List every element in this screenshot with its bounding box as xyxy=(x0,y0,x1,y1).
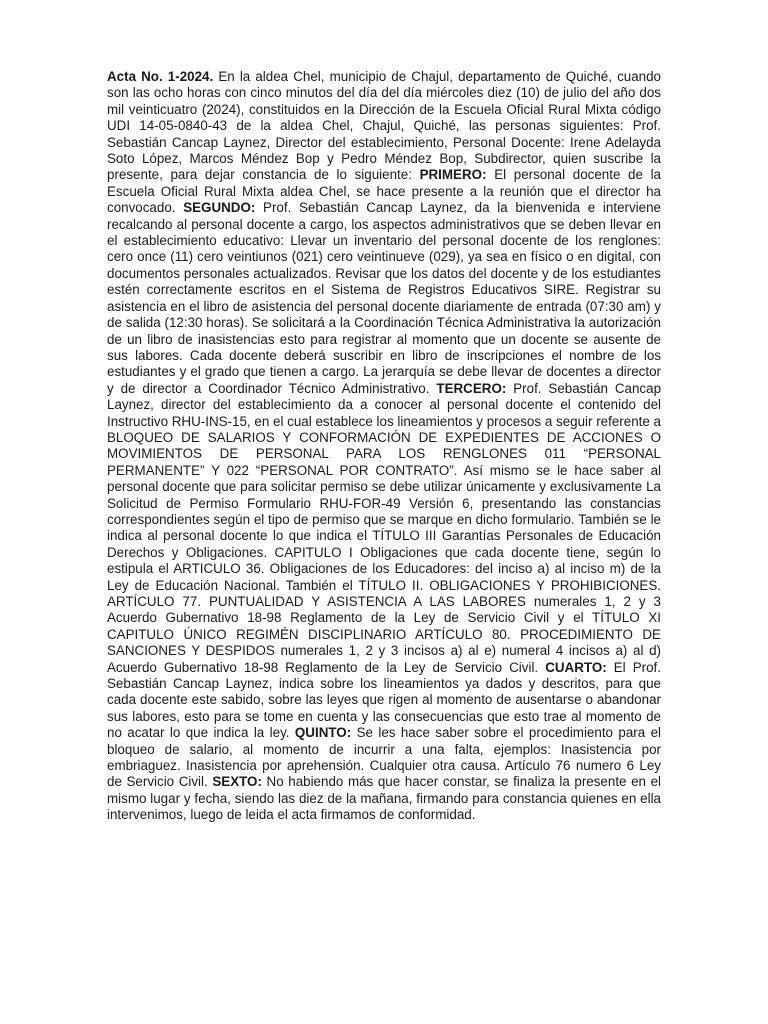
section-text-quinto: Se les hace saber sobre el procedimiento para el bloqueo de salario, al momento de incurrir a una falta, ejemplos: Inasistencia por embriaguez. Inasistencia por aprehensión. Cualquier otra causa. Artículo 76 numero 6 Ley de Servicio Civil. xyxy=(107,725,662,790)
section-label-cuarto: CUARTO: xyxy=(545,659,607,675)
section-text-tercero: Prof. Sebastián Cancap Laynez, director del establecimiento da a conocer al personal docente el contenido del Instructivo RHU-INS-15, en el cual establece los lineamientos y procesos a seguir referente a BLOQUEO DE SALARIOS Y CONFORMACIÓN DE EXPEDIENTES DE ACCIONES O MOVIMIENTOS DE PERSONAL PARA LOS RENGLONES 011 “PERSONAL PERMANENTE” Y 022 “PERSONAL POR CONTRATO”. Así mismo se le hace saber al personal docente que para solicitar permiso se debe utilizar únicamente y exclusivamente La Solicitud de Permiso Formulario RHU-FOR-49 Versión 6, presentando las constancias correspondientes según el tipo de permiso que se marque en dicho formulario. También se le indica al personal docente lo que indica el TÍTULO III Garantías Personales de Educación Derechos y Obligaciones. CAPITULO I Obligaciones que cada docente tiene, según lo estipula el ARTICULO 36. Obligaciones de los Educadores: del inciso a) al inciso m) de la Ley de Educación Nacional. También el TÍTULO II. OBLIGACIONES Y PROHIBICIONES. ARTÍCULO 77. PUNTUALIDAD Y ASISTENCIA A LAS LABORES numerales 1, 2 y 3 Acuerdo Gubernativo 18-98 Reglamento de la Ley de Servicio Civil y el TÍTULO XI CAPITULO ÚNICO REGIMÉN DISCIPLINARIO ARTÍCULO 80. PROCEDIMIENTO DE SANCIONES Y DESPIDOS numerales 1, 2 y 3 incisos a) al e) numeral 4 incisos a) al d) Acuerdo Gubernativo 18-98 Reglamento de la Ley de Servicio Civil. xyxy=(107,380,662,675)
section-label-sexto: SEXTO: xyxy=(212,774,262,790)
section-label-tercero: TERCERO: xyxy=(436,380,507,396)
acta-number-heading: Acta No. 1-2024. xyxy=(107,69,214,84)
section-label-quinto: QUINTO: xyxy=(294,725,352,741)
section-text-segundo: Prof. Sebastián Cancap Laynez, da la bienvenida e interviene recalcando al personal docente a cargo, los aspectos administrativos que se deben llevar en el establecimiento educativo: Llevar un inventario del personal docente de los renglones: cero once (11) cero veintiunos (021) cero veintinueve (029), ya sea en físico o en digital, con documentos personales actualizados. Revisar que los datos del docente y de los estudiantes estén correctamente escritos en el Sistema de Registros Educativos SIRE. Registrar su asistencia en el libro de asistencia del personal docente diariamente de entrada (07:30 am) y de salida (12:30 horas). Se solicitará a la Coordinación Técnica Administrativa la autorización de un libro de inasistencias esto para registrar al momento que un docente se ausente de sus labores. Cada docente deberá suscribir en libro de inscripciones el nombre de los estudiantes y el grado que tienen a cargo. La jerarquía se debe llevar de docentes a director y de director a Coordinador Técnico Administrativo. xyxy=(107,200,661,396)
section-text-sexto: No habiendo más que hacer constar, se finaliza la presente en el mismo lugar y fecha, siendo las diez de la mañana, firmando para constancia quienes en ella intervenimos, luego de leida el acta firmamos de conformidad. xyxy=(107,774,661,823)
section-label-segundo: SEGUNDO: xyxy=(183,200,256,216)
section-label-primero: PRIMERO: xyxy=(419,167,487,183)
section-text-cuarto: El Prof. Sebastián Cancap Laynez, indica sobre los lineamientos ya dados y descritos, para que cada docente este sabido, sobre las leyes que rigen al momento de ausentarse o abandonar sus labores, esto para se tome en cuenta y las consecuencias que esto trae al momento de no acatar lo que indica la ley. xyxy=(107,659,661,741)
acta-paragraph xyxy=(107,69,661,824)
acta-intro-text: En la aldea Chel, municipio de Chajul, departamento de Quiché, cuando son las ocho horas con cinco minutos del día del día miércoles diez (10) de julio del año dos mil veinticuatro (2024), constituidos en la Dirección de la Escuela Oficial Rural Mixta código UDI 14-05-0840-43 de la aldea Chel, Chajul, Quiché, las personas siguientes: Prof. Sebastián Cancap Laynez, Director del establecimiento, Personal Docente: Irene Adelayda Soto López, Marcos Méndez Bop y Pedro Méndez Bop, Subdirector, quien suscribe la presente, para dejar constancia de lo siguiente: xyxy=(107,69,662,183)
section-text-primero: El personal docente de la Escuela Oficial Rural Mixta aldea Chel, se hace presente a la reunión que el director ha convocado. xyxy=(107,167,662,216)
acta-text-block xyxy=(107,69,661,824)
